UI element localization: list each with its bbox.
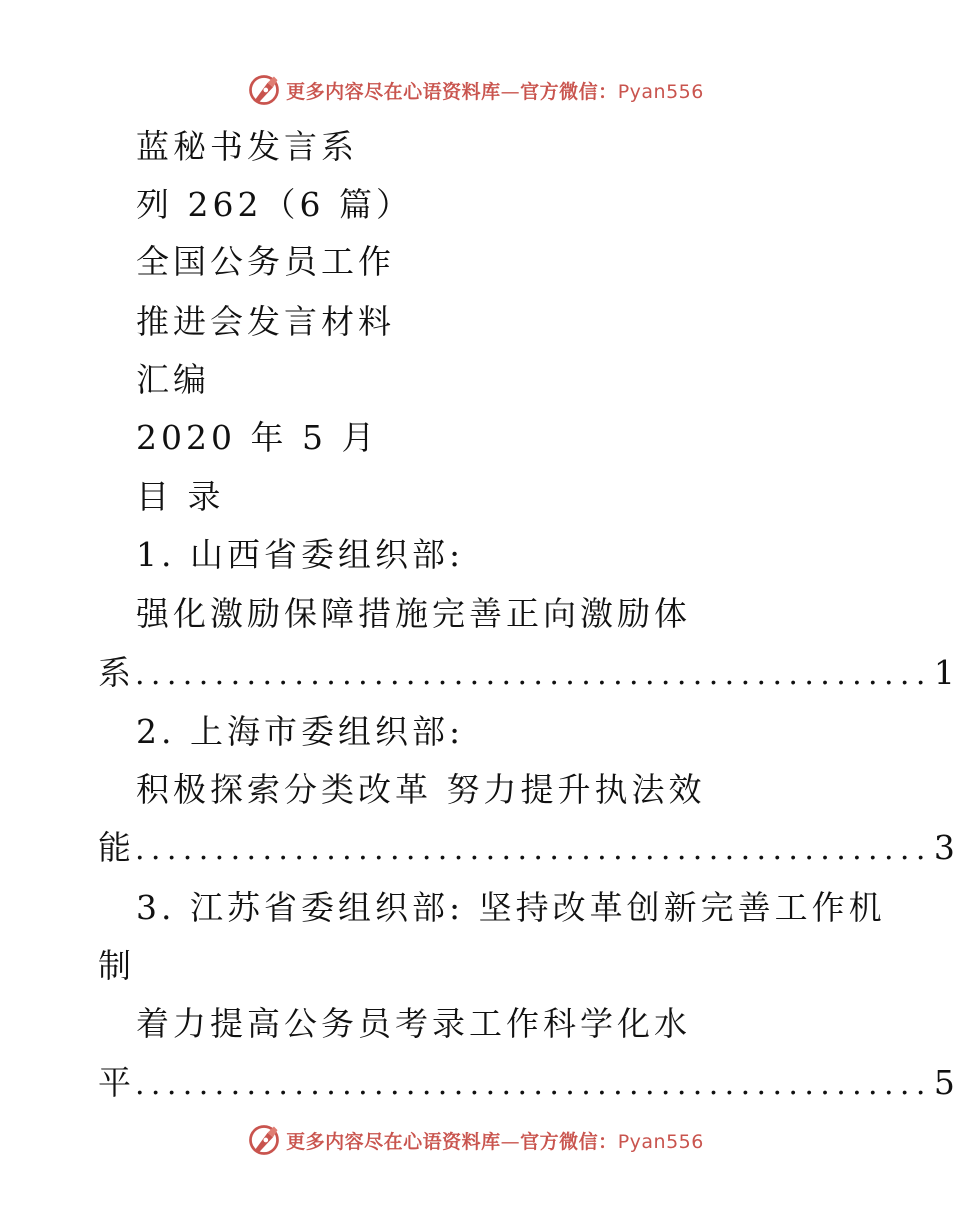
- toc-item-3-page: 5: [933, 1063, 955, 1102]
- toc-dot-leader: ..................................................: [135, 1067, 932, 1102]
- toc-item-3-org-tail: 制: [98, 946, 135, 985]
- toc-item-1-tail: 系: [98, 653, 135, 692]
- toc-item-1-org: 1. 山西省委组织部:: [136, 535, 465, 574]
- pen-nib-circle-icon: [246, 72, 282, 108]
- header-watermark: [0, 70, 950, 110]
- toc-item-2-leader: [98, 828, 955, 870]
- toc-item-2-page: 3: [933, 828, 955, 867]
- toc-dot-leader: ..................................................: [135, 832, 932, 867]
- document-date: 2020 年 5 月: [136, 418, 379, 457]
- toc-item-3-title: 着力提高公务员考录工作科学化水: [136, 1004, 691, 1043]
- watermark-text: 更多内容尽在心语资料库—官方微信：Pyan556: [286, 80, 704, 103]
- document-title-line-2: 列 262（6 篇）: [136, 185, 413, 224]
- toc-item-2-org: 2. 上海市委组织部:: [136, 712, 465, 751]
- toc-item-1-leader: [98, 653, 955, 695]
- pen-nib-circle-icon: [246, 1122, 282, 1158]
- toc-item-1-title: 强化激励保障措施完善正向激励体: [136, 594, 691, 633]
- toc-item-2-title: 积极探索分类改革 努力提升执法效: [136, 770, 706, 809]
- toc-item-3-leader: [98, 1063, 955, 1105]
- toc-item-1-page: 1: [933, 653, 955, 692]
- document-subtitle-line-3: 汇编: [136, 360, 210, 399]
- toc-item-3-tail: 平: [98, 1063, 135, 1102]
- document-subtitle-line-2: 推进会发言材料: [136, 302, 395, 341]
- document-title-line-1: 蓝秘书发言系: [136, 127, 358, 166]
- toc-item-3-org: 3. 江苏省委组织部: 坚持改革创新完善工作机: [136, 888, 886, 927]
- toc-item-2-tail: 能: [98, 828, 135, 867]
- watermark-text: 更多内容尽在心语资料库—官方微信：Pyan556: [286, 1130, 704, 1153]
- toc-heading: 目 录: [136, 477, 225, 516]
- footer-watermark: [0, 1120, 950, 1160]
- toc-dot-leader: ..................................................: [135, 657, 932, 692]
- document-subtitle-line-1: 全国公务员工作: [136, 242, 395, 281]
